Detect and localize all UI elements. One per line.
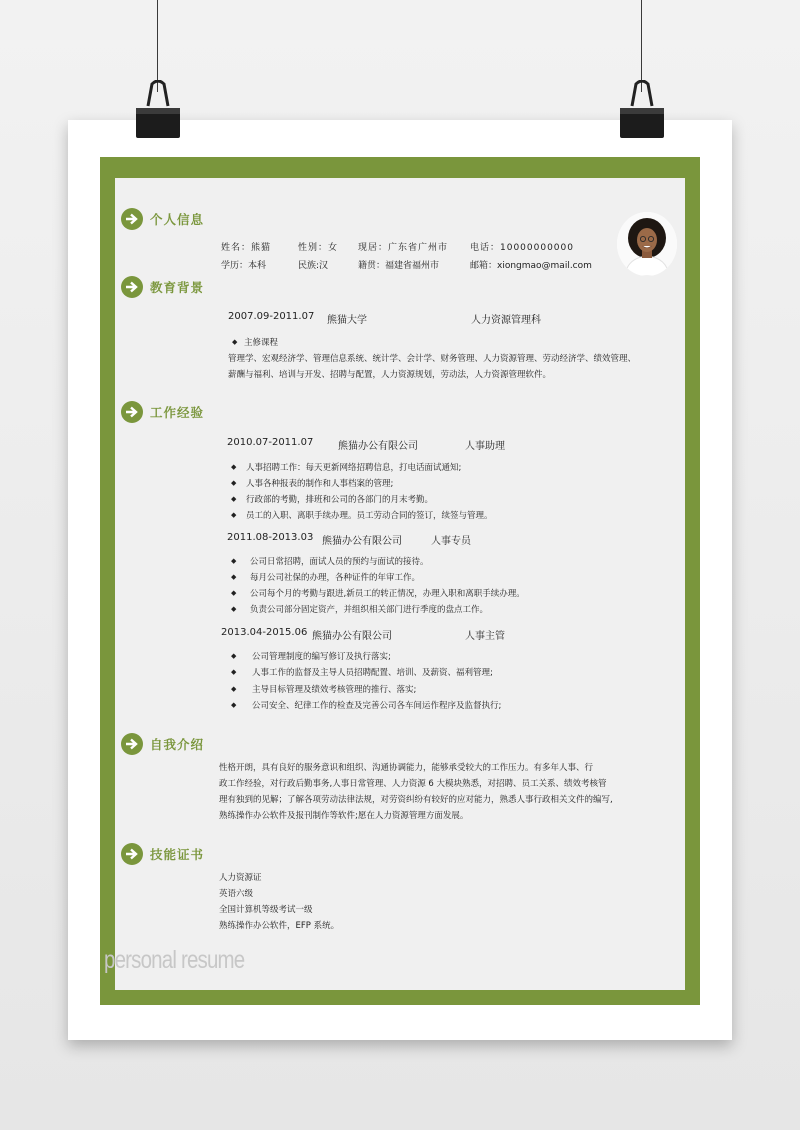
diamond-bullet-icon: ◆ [231, 511, 237, 519]
self-intro-line: 政工作经验，对行政后勤事务,人事日常管理、人力资源 6 大模块熟悉，对招聘、员工关系、绩效考核管 [219, 779, 607, 789]
arrow-right-circle-icon [121, 733, 143, 755]
diamond-bullet-icon: ◆ [231, 557, 237, 565]
diamond-bullet-icon: ◆ [232, 338, 238, 346]
arrow-right-circle-icon [121, 208, 143, 230]
resume-content-area [115, 178, 685, 990]
personal-name: 姓名：熊猫 [221, 243, 272, 253]
edu-period: 2007.09-2011.07 [228, 311, 315, 322]
self-intro-line: 熟练操作办公软件及报刊制作等软件;愿在人力资源管理方面发展。 [219, 811, 469, 821]
job-company: 熊猫办公有限公司 [338, 441, 418, 452]
diamond-bullet-icon: ◆ [231, 463, 237, 471]
diamond-bullet-icon: ◆ [231, 573, 237, 581]
edu-courses-line: 管理学、宏观经济学、管理信息系统、统计学、会计学、财务管理、人力资源管理、劳动经济学、绩效管理、 [228, 354, 637, 364]
section-work [121, 400, 204, 424]
self-intro-line: 理有独到的见解；了解各项劳动法律法规，对劳资纠纷有较好的应对能力，熟悉人事行政相关文件的编写, [219, 795, 613, 805]
skill-item: 英语六级 [219, 889, 254, 899]
section-title: 个人信息 [150, 212, 205, 227]
section-title: 自我介绍 [150, 737, 205, 752]
diamond-bullet-icon: ◆ [231, 701, 237, 709]
job-duty: 每月公司社保的办理，各种证件的年审工作。 [250, 573, 421, 583]
job-duty: 公司安全、纪律工作的检查及完善公司各车间运作程序及监督执行; [252, 701, 502, 711]
hanging-string-left [157, 0, 158, 92]
skill-item: 熟练操作办公软件，EFP 系统。 [219, 921, 340, 931]
section-education [121, 275, 204, 299]
job-duty: 人事工作的监督及主导人员招聘配置、培训、及薪资、福利管理; [252, 668, 493, 678]
job-duty: 公司管理制度的编写修订及执行落实; [252, 652, 391, 662]
skill-item: 全国计算机等级考试一级 [219, 905, 313, 915]
job-company: 熊猫办公有限公司 [322, 536, 402, 547]
binder-clip-icon [134, 80, 182, 138]
avatar [617, 212, 677, 276]
arrow-right-circle-icon [121, 843, 143, 865]
job-title: 人事专员 [431, 536, 471, 547]
edu-courses-title: 主修课程 [244, 338, 279, 348]
diamond-bullet-icon: ◆ [231, 652, 237, 660]
job-company: 熊猫办公有限公司 [312, 631, 392, 642]
personal-ethnicity: 民族:汉 [298, 261, 329, 271]
personal-email: 邮箱：xiongmao@mail.com [470, 261, 592, 271]
binder-clip-icon [618, 80, 666, 138]
diamond-bullet-icon: ◆ [231, 495, 237, 503]
job-title: 人事助理 [465, 441, 505, 452]
job-duty: 行政部的考勤，排班和公司的各部门的月末考勤。 [246, 495, 434, 505]
job-period: 2010.07-2011.07 [227, 437, 314, 448]
diamond-bullet-icon: ◆ [231, 479, 237, 487]
job-duty: 公司每个月的考勤与跟进,新员工的转正情况，办理入职和离职手续办理。 [250, 589, 525, 599]
personal-hometown: 籍贯：福建省福州市 [358, 261, 440, 271]
diamond-bullet-icon: ◆ [231, 605, 237, 613]
job-duty: 主导目标管理及绩效考核管理的推行、落实; [252, 685, 417, 695]
job-duty: 员工的入职、离职手续办理。员工劳动合同的签订，续签与管理。 [246, 511, 493, 521]
job-duty: 人事各种报表的制作和人事档案的管理; [246, 479, 394, 489]
personal-residence: 现居：广东省广州市 [358, 243, 449, 253]
edu-courses-line: 薪酬与福利、培训与开发、招聘与配置，人力资源规划，劳动法，人力资源管理软件。 [228, 370, 552, 380]
personal-phone: 电话：10000000000 [470, 243, 574, 253]
personal-gender: 性别：女 [298, 243, 339, 253]
hanging-string-right [641, 0, 642, 92]
job-period: 2013.04-2015.06 [221, 627, 308, 638]
section-skills [121, 842, 204, 866]
self-intro-line: 性格开朗，具有良好的服务意识和组织、沟通协调能力，能够承受较大的工作压力。有多年人事、行 [219, 763, 594, 773]
section-title: 技能证书 [150, 847, 205, 862]
job-period: 2011.08-2013.03 [227, 532, 314, 543]
diamond-bullet-icon: ◆ [231, 589, 237, 597]
skill-item: 人力资源证 [219, 873, 262, 883]
job-duty: 人事招聘工作：每天更新网络招聘信息，打电话面试通知; [246, 463, 462, 473]
section-self-intro [121, 732, 204, 756]
edu-major: 人力资源管理科 [471, 315, 541, 326]
diamond-bullet-icon: ◆ [231, 668, 237, 676]
arrow-right-circle-icon [121, 276, 143, 298]
arrow-right-circle-icon [121, 401, 143, 423]
job-duty: 负责公司部分固定资产，并组织相关部门进行季度的盘点工作。 [250, 605, 489, 615]
section-title: 教育背景 [150, 280, 205, 295]
edu-school: 熊猫大学 [327, 315, 367, 326]
diamond-bullet-icon: ◆ [231, 685, 237, 693]
personal-education: 学历：本科 [221, 261, 267, 271]
section-title: 工作经验 [150, 405, 205, 420]
job-title: 人事主管 [465, 631, 505, 642]
job-duty: 公司日常招聘，面试人员的预约与面试的接待。 [250, 557, 429, 567]
section-personal [121, 207, 204, 231]
watermark-text: personal resume [104, 946, 245, 974]
